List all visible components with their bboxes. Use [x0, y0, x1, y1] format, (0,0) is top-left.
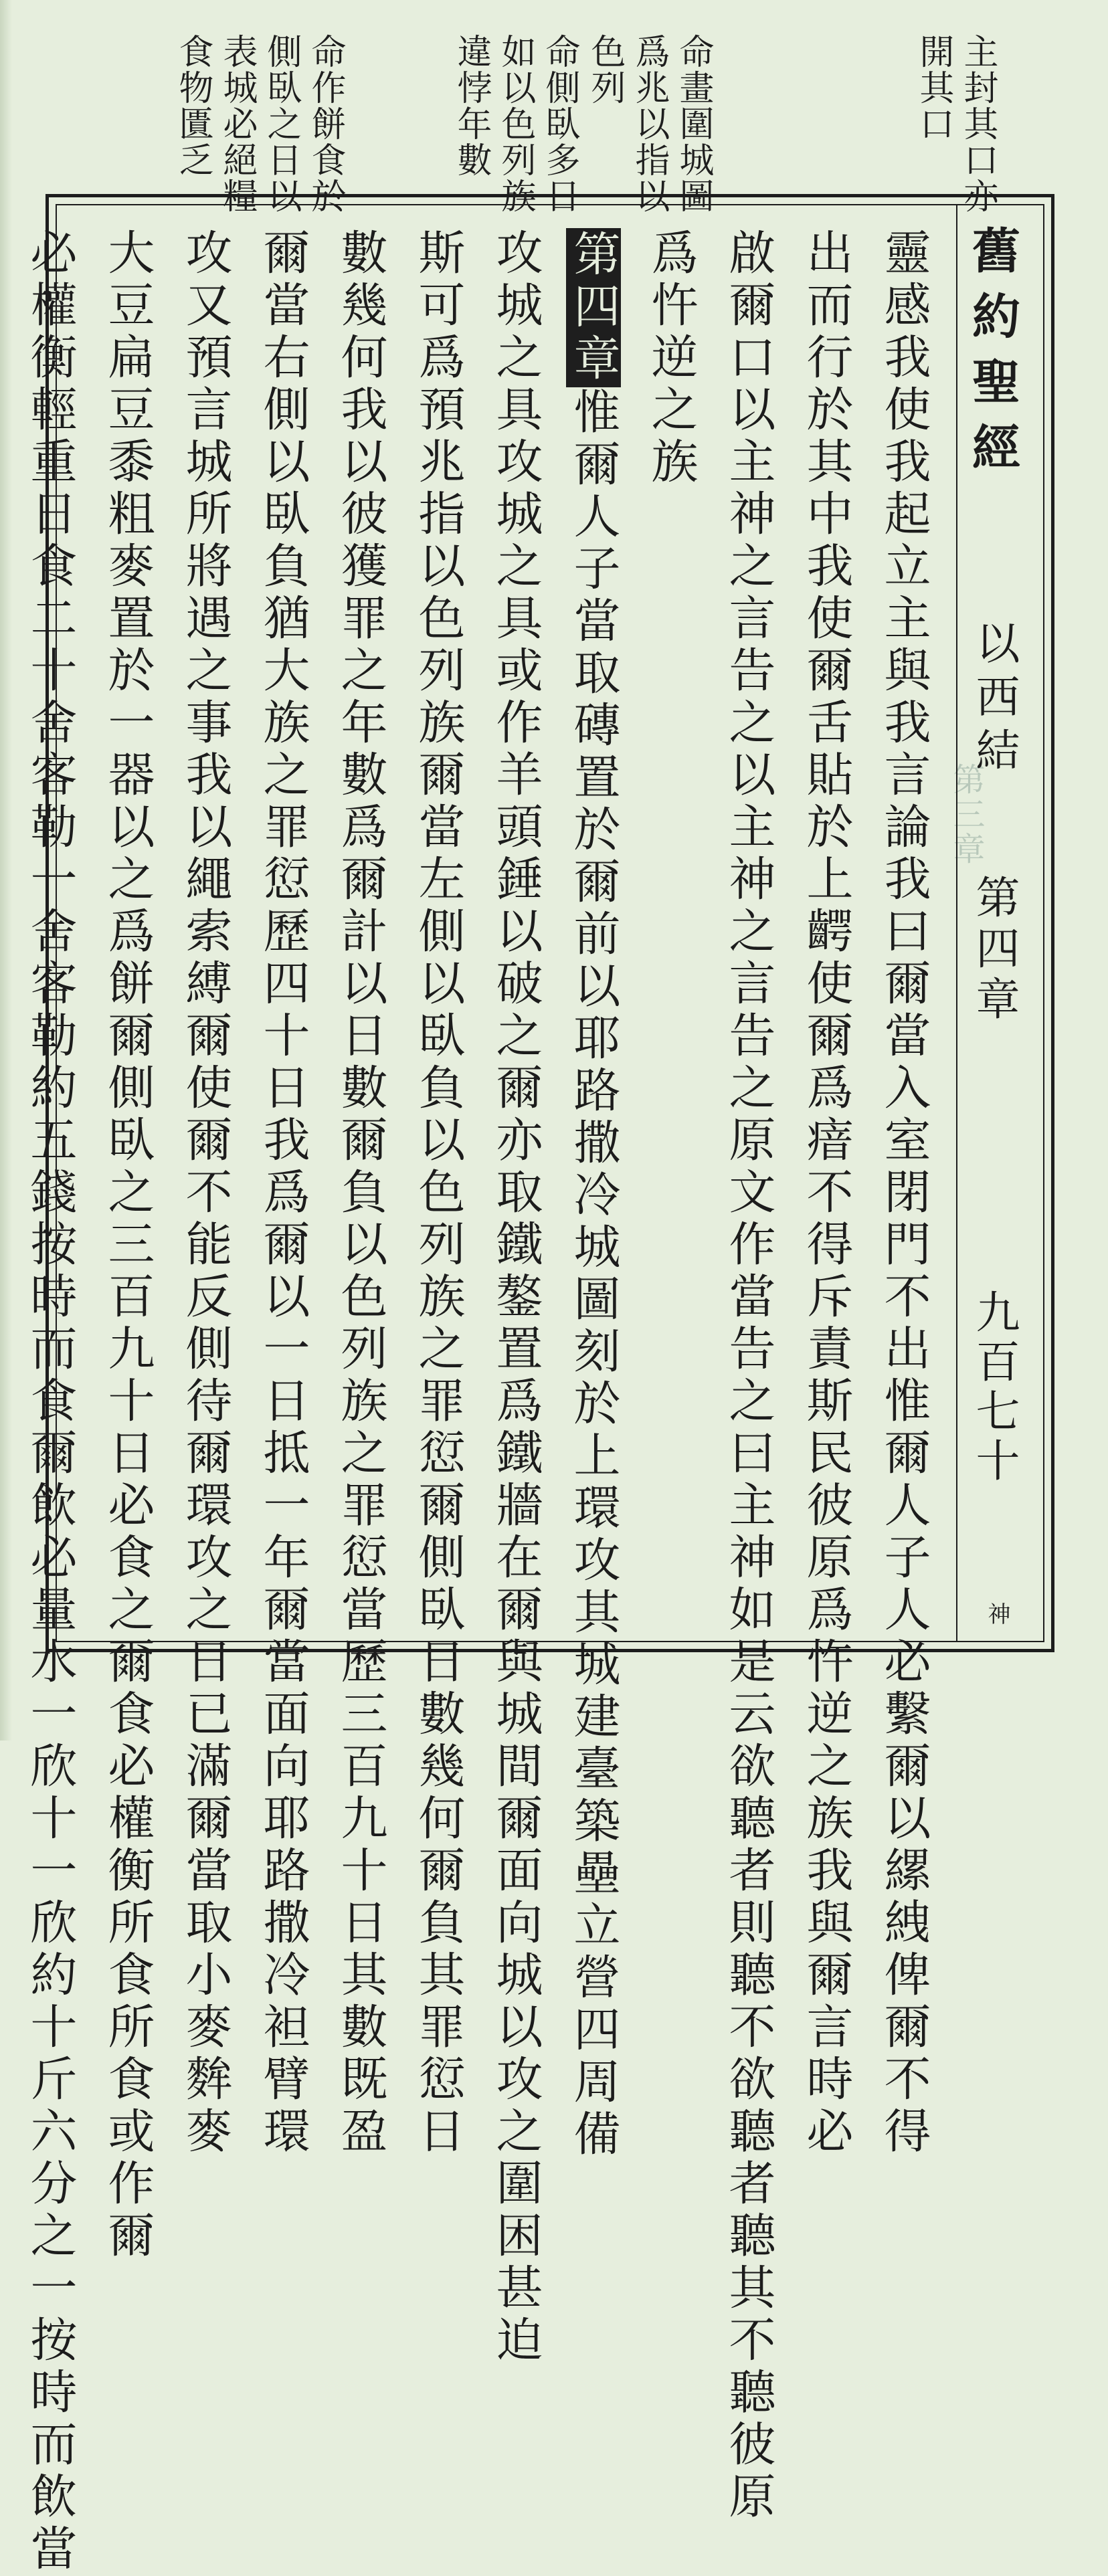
note-line: 開其口 [913, 33, 953, 142]
note-line: 命作餅食於 [305, 33, 345, 214]
note-line: 食物匱乏 [173, 33, 213, 178]
bleed-through-text: 第三章 [947, 763, 985, 867]
text-column: 大豆扁豆黍粗麥置於一器以之爲餅爾側臥之三百九十日必食之爾食必權衡所食所食或作爾 [100, 228, 155, 2263]
note-line: 命側臥多日 [539, 33, 579, 214]
text-column: 啟爾口以主神之言告之以主神之言告之原文作當告之曰主神如是云欲聽者則聽不欲聽者聽其不聽彼原 [721, 228, 776, 2524]
chapter-start-marker: 第四章 [566, 229, 621, 386]
marginal-note [452, 33, 579, 214]
marginal-note [173, 33, 345, 214]
text-column: 必權衡輕重日食二十舍客勒一舍客勒約五錢按時而食爾飲必量水一欣十一欣約十斤六分之一按時而飲當 [23, 228, 78, 2576]
running-header [956, 205, 1043, 1641]
note-line: 命畫圍城圖 [673, 33, 713, 214]
note-line: 如以色列族 [495, 33, 535, 214]
text-column: 斯可爲預兆指以色列族爾當左側以臥負以色列族之罪愆爾側臥日數幾何爾負其罪愆日 [411, 228, 466, 2159]
signature-mark: 神 [984, 1602, 1010, 1625]
text-column: 靈感我使我起立主與我言論我曰爾當入室閉門不出惟爾人子人必繫爾以縲絏俾爾不得 [876, 228, 931, 2159]
note-line: 色列 [585, 33, 625, 106]
marginal-note [914, 33, 997, 214]
text-column: 爾當右側以臥負猶大族之罪愆歷四十日我爲爾以一日抵一年爾當面向耶路撒冷袒臂環 [256, 228, 310, 2159]
note-line: 主封其口亦 [957, 33, 998, 214]
book-title: 舊約聖經 [964, 225, 1021, 488]
book-section: 以西結 [968, 620, 1020, 781]
text-column: 攻城之具攻城之具或作羊頭錘以破之爾亦取鐵鏊置爲鐵牆在爾與城間爾面向城以攻之圍困甚迫 [488, 228, 543, 2367]
page-number: 九百七十 [968, 1289, 1020, 1487]
note-line: 爲兆以指以 [629, 33, 669, 214]
page-frame [23, 194, 1054, 2576]
text-column: 第四章惟爾人子當取磚置於爾前以耶路撒冷城圖刻於上環攻其城建臺築壘立營四周備 [566, 229, 621, 2161]
page-frame-inner [23, 204, 1044, 2576]
note-line: 表城必絕糧 [217, 33, 257, 214]
chapter-label: 第四章 [968, 874, 1020, 1027]
text-column: 攻又預言城所將遇之事我以繩索縛爾使爾不能反側待爾環攻之日已滿爾當取小麥麰麥 [178, 228, 233, 2159]
note-line: 側臥之日以 [261, 33, 301, 214]
text-column: 數幾何我以彼獲罪之年數爲爾計以日數爾負以色列族之罪愆當歷三百九十日其數既盈 [333, 228, 388, 2159]
text-column: 爲忤逆之族 [644, 228, 699, 489]
note-line: 違悖年數 [451, 33, 491, 178]
marginal-note [585, 33, 713, 214]
body-text [23, 205, 951, 2576]
marginal-notes [40, 33, 1097, 214]
text-column [0, 228, 11, 1619]
text-column: 出而行於其中我使爾舌貼於上齶使爾爲瘖不得斥責斯民彼原爲忤逆之族我與爾言時必 [799, 228, 854, 2159]
